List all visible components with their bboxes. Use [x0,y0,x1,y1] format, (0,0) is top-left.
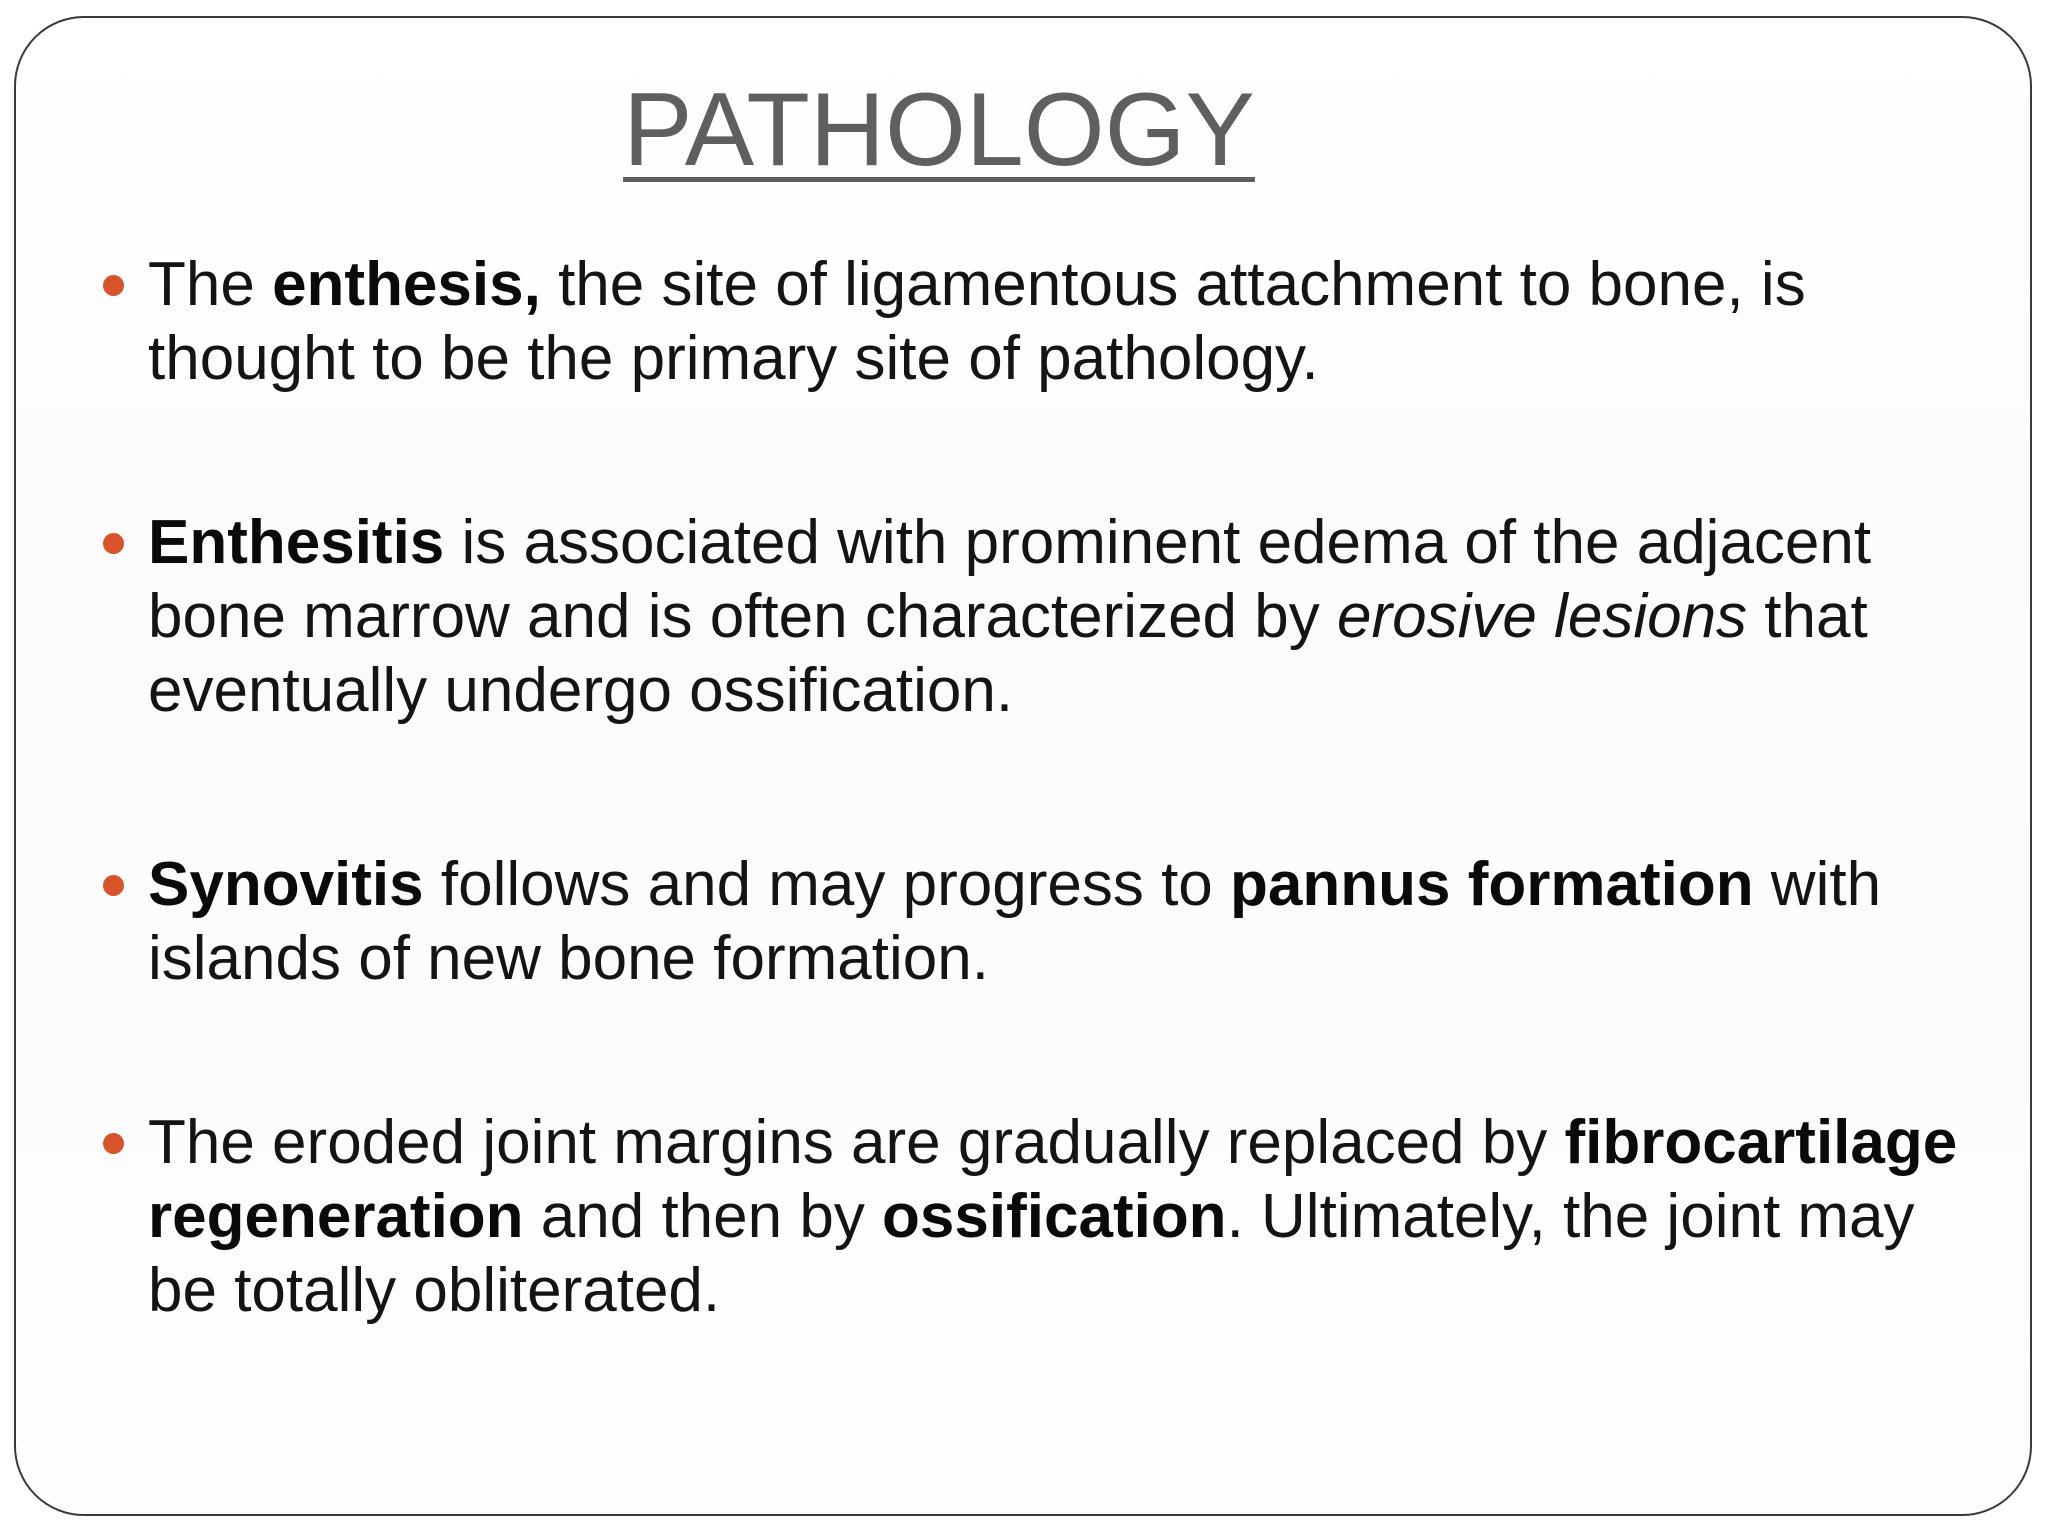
slide [14,16,2032,1516]
bullet-text: and then by [523,1182,883,1251]
bullet-dot-icon [103,275,124,296]
bullet-bold-term: Synovitis [148,850,424,919]
bullet-bold-term: pannus formation [1230,850,1754,919]
bullet-text: is associated with prominent edema of the adjacent bone marrow and is often characterized by [148,508,1872,651]
bullet-text: . Ultimately, the joint may be totally obliterated. [148,1182,1915,1325]
bullet-item-eroded-joint [16,1106,2016,1328]
bullet-bold-term: enthesis, [272,250,541,319]
bullet-text: the site of ligamentous attachment to bone, is thought to be the primary site of pathology. [148,250,1806,393]
bullet-italic-term: erosive lesions [1336,582,1748,651]
bullet-text: The eroded joint margins are gradually replaced by [148,1108,1565,1177]
bullet-item-enthesis [16,248,2016,396]
slide-title: PATHOLOGY [623,72,1255,188]
bullet-text: with islands of new bone formation. [148,850,1882,993]
bullet-bold-term: fibrocartilage regeneration [148,1108,1958,1251]
bullet-dot-icon [103,875,124,896]
bullet-dot-icon [103,1133,124,1154]
bullet-bold-term: Enthesitis [148,508,445,577]
bullet-list [16,248,2016,1328]
bullet-item-synovitis [16,848,2016,996]
bullet-bold-term: ossification [882,1182,1227,1251]
bullet-text: The [148,250,273,319]
bullet-item-enthesitis [16,506,2016,728]
bullet-dot-icon [103,533,124,554]
bullet-text: that eventually undergo ossification. [148,582,1868,725]
bullet-text: follows and may progress to [423,850,1231,919]
